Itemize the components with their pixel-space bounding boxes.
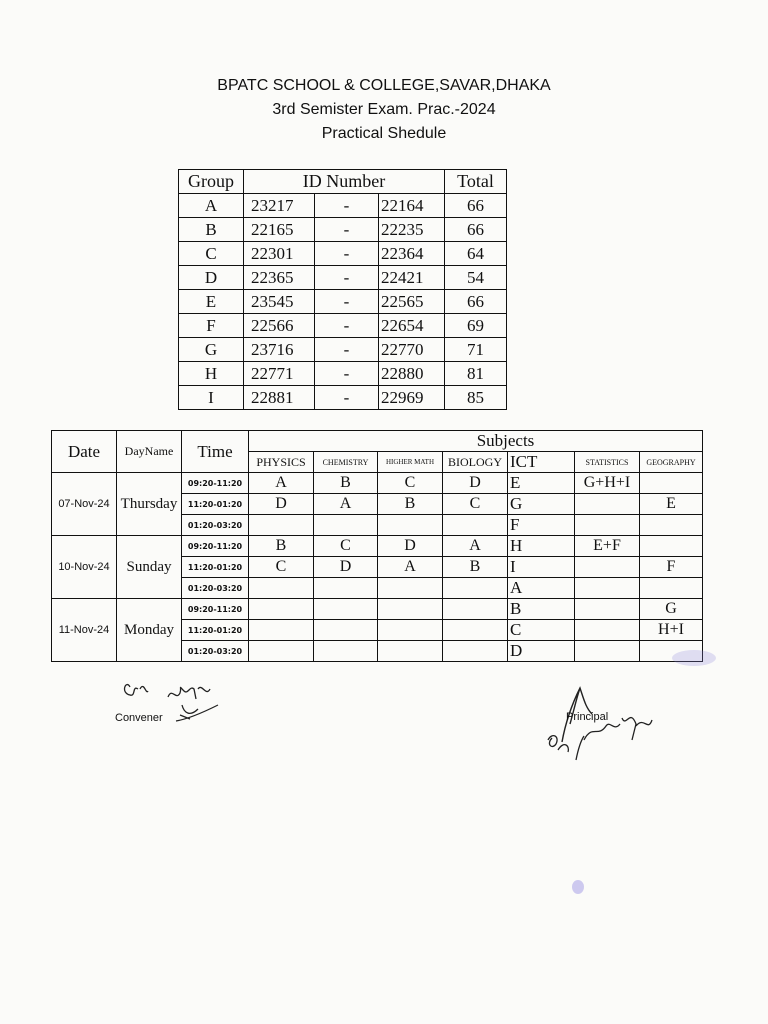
- total-cell: 71: [445, 338, 507, 362]
- header-physics: PHYSICS: [249, 452, 314, 473]
- geography-group-cell: G: [640, 599, 703, 620]
- schedule-row: [52, 536, 703, 557]
- group-cell: H: [179, 362, 244, 386]
- id-separator-cell: -: [315, 218, 379, 242]
- id-from-cell: 22165: [244, 218, 315, 242]
- chemistry-group-cell: B: [314, 473, 378, 494]
- physics-group-cell: [249, 641, 314, 662]
- biology-group-cell: A: [443, 536, 508, 557]
- statistics-group-cell: [575, 494, 640, 515]
- date-cell: 11-Nov-24: [52, 599, 117, 662]
- header-geography: GEOGRAPHY: [640, 452, 703, 473]
- time-slot-cell: 11:20-01:20: [182, 620, 249, 641]
- ink-smudge: [672, 650, 716, 666]
- header-statistics: STATISTICS: [575, 452, 640, 473]
- total-cell: 54: [445, 266, 507, 290]
- statistics-group-cell: [575, 578, 640, 599]
- higher-math-group-cell: B: [378, 494, 443, 515]
- id-from-cell: 23716: [244, 338, 315, 362]
- header-dayname: DayName: [117, 431, 182, 473]
- total-cell: 66: [445, 194, 507, 218]
- principal-label: Principal: [566, 711, 609, 723]
- group-cell: E: [179, 290, 244, 314]
- physics-group-cell: D: [249, 494, 314, 515]
- physics-group-cell: [249, 620, 314, 641]
- chemistry-group-cell: C: [314, 536, 378, 557]
- id-separator-cell: -: [315, 290, 379, 314]
- group-cell: A: [179, 194, 244, 218]
- time-slot-cell: 09:20-11:20: [182, 473, 249, 494]
- ict-group-cell: H: [508, 536, 575, 557]
- id-to-cell: 22235: [379, 218, 445, 242]
- group-row: [179, 386, 507, 410]
- chemistry-group-cell: [314, 578, 378, 599]
- id-from-cell: 22881: [244, 386, 315, 410]
- group-cell: I: [179, 386, 244, 410]
- geography-group-cell: [640, 515, 703, 536]
- id-separator-cell: -: [315, 362, 379, 386]
- ict-group-cell: I: [508, 557, 575, 578]
- id-to-cell: 22654: [379, 314, 445, 338]
- ict-group-cell: D: [508, 641, 575, 662]
- id-from-cell: 22365: [244, 266, 315, 290]
- higher-math-group-cell: [378, 599, 443, 620]
- total-cell: 85: [445, 386, 507, 410]
- id-separator-cell: -: [315, 338, 379, 362]
- higher-math-group-cell: D: [378, 536, 443, 557]
- ict-group-cell: G: [508, 494, 575, 515]
- time-slot-cell: 01:20-03:20: [182, 515, 249, 536]
- group-cell: B: [179, 218, 244, 242]
- id-from-cell: 22566: [244, 314, 315, 338]
- header-higher-math: HIGHER MATH: [378, 452, 443, 473]
- physics-group-cell: C: [249, 557, 314, 578]
- date-cell: 07-Nov-24: [52, 473, 117, 536]
- id-separator-cell: -: [315, 266, 379, 290]
- chemistry-group-cell: [314, 599, 378, 620]
- date-cell: 10-Nov-24: [52, 536, 117, 599]
- dayname-cell: Monday: [117, 599, 182, 662]
- time-slot-cell: 09:20-11:20: [182, 536, 249, 557]
- total-cell: 66: [445, 218, 507, 242]
- physics-group-cell: [249, 515, 314, 536]
- school-name: BPATC SCHOOL & COLLEGE,SAVAR,DHAKA: [217, 77, 551, 94]
- header-subjects: Subjects: [249, 431, 703, 452]
- header-date: Date: [52, 431, 117, 473]
- time-slot-cell: 09:20-11:20: [182, 599, 249, 620]
- total-cell: 81: [445, 362, 507, 386]
- id-to-cell: 22770: [379, 338, 445, 362]
- group-row: [179, 290, 507, 314]
- ict-group-cell: A: [508, 578, 575, 599]
- physics-group-cell: A: [249, 473, 314, 494]
- header-ict: ICT: [508, 452, 575, 473]
- biology-group-cell: [443, 578, 508, 599]
- higher-math-group-cell: [378, 515, 443, 536]
- schedule-row: [52, 473, 703, 494]
- group-cell: D: [179, 266, 244, 290]
- time-slot-cell: 11:20-01:20: [182, 557, 249, 578]
- statistics-group-cell: [575, 515, 640, 536]
- biology-group-cell: D: [443, 473, 508, 494]
- document-title: Practical Shedule: [321, 125, 447, 142]
- group-table-header: [179, 170, 507, 194]
- geography-group-cell: [640, 578, 703, 599]
- group-row: [179, 314, 507, 338]
- dayname-cell: Sunday: [117, 536, 182, 599]
- id-from-cell: 22301: [244, 242, 315, 266]
- id-to-cell: 22164: [379, 194, 445, 218]
- header-id-number: ID Number: [244, 170, 445, 194]
- group-row: [179, 338, 507, 362]
- id-to-cell: 22565: [379, 290, 445, 314]
- statistics-group-cell: [575, 641, 640, 662]
- time-slot-cell: 11:20-01:20: [182, 494, 249, 515]
- higher-math-group-cell: A: [378, 557, 443, 578]
- time-slot-cell: 01:20-03:20: [182, 578, 249, 599]
- higher-math-group-cell: [378, 641, 443, 662]
- id-to-cell: 22969: [379, 386, 445, 410]
- total-cell: 64: [445, 242, 507, 266]
- ink-smudge: [572, 880, 584, 894]
- total-cell: 66: [445, 290, 507, 314]
- id-separator-cell: -: [315, 386, 379, 410]
- biology-group-cell: [443, 599, 508, 620]
- convener-label: Convener: [115, 712, 163, 724]
- header-total: Total: [445, 170, 507, 194]
- group-row: [179, 218, 507, 242]
- schedule-header-row-1: [52, 431, 703, 452]
- geography-group-cell: [640, 473, 703, 494]
- higher-math-group-cell: C: [378, 473, 443, 494]
- higher-math-group-cell: [378, 578, 443, 599]
- id-from-cell: 22771: [244, 362, 315, 386]
- group-row: [179, 266, 507, 290]
- group-row: [179, 362, 507, 386]
- header-time: Time: [182, 431, 249, 473]
- geography-group-cell: [640, 536, 703, 557]
- chemistry-group-cell: D: [314, 557, 378, 578]
- statistics-group-cell: [575, 557, 640, 578]
- physics-group-cell: [249, 599, 314, 620]
- id-to-cell: 22421: [379, 266, 445, 290]
- document-header: [0, 74, 768, 146]
- biology-group-cell: B: [443, 557, 508, 578]
- dayname-cell: Thursday: [117, 473, 182, 536]
- group-id-table: [178, 169, 507, 410]
- id-to-cell: 22364: [379, 242, 445, 266]
- group-row: [179, 242, 507, 266]
- ict-group-cell: C: [508, 620, 575, 641]
- chemistry-group-cell: [314, 515, 378, 536]
- statistics-group-cell: [575, 620, 640, 641]
- id-separator-cell: -: [315, 194, 379, 218]
- header-biology: BIOLOGY: [443, 452, 508, 473]
- group-cell: C: [179, 242, 244, 266]
- id-separator-cell: -: [315, 314, 379, 338]
- group-cell: F: [179, 314, 244, 338]
- chemistry-group-cell: A: [314, 494, 378, 515]
- biology-group-cell: [443, 641, 508, 662]
- id-to-cell: 22880: [379, 362, 445, 386]
- ict-group-cell: E: [508, 473, 575, 494]
- schedule-row: [52, 599, 703, 620]
- geography-group-cell: E: [640, 494, 703, 515]
- exam-name: 3rd Semister Exam. Prac.-2024: [272, 101, 496, 118]
- header-group: Group: [179, 170, 244, 194]
- statistics-group-cell: [575, 599, 640, 620]
- biology-group-cell: [443, 620, 508, 641]
- geography-group-cell: F: [640, 557, 703, 578]
- higher-math-group-cell: [378, 620, 443, 641]
- id-from-cell: 23545: [244, 290, 315, 314]
- group-row: [179, 194, 507, 218]
- chemistry-group-cell: [314, 620, 378, 641]
- id-from-cell: 23217: [244, 194, 315, 218]
- statistics-group-cell: G+H+I: [575, 473, 640, 494]
- statistics-group-cell: E+F: [575, 536, 640, 557]
- total-cell: 69: [445, 314, 507, 338]
- geography-group-cell: H+I: [640, 620, 703, 641]
- physics-group-cell: [249, 578, 314, 599]
- group-cell: G: [179, 338, 244, 362]
- time-slot-cell: 01:20-03:20: [182, 641, 249, 662]
- biology-group-cell: [443, 515, 508, 536]
- ict-group-cell: B: [508, 599, 575, 620]
- biology-group-cell: C: [443, 494, 508, 515]
- ict-group-cell: F: [508, 515, 575, 536]
- header-chemistry: CHEMISTRY: [314, 452, 378, 473]
- schedule-table: [51, 430, 703, 662]
- principal-signature: [540, 680, 680, 770]
- id-separator-cell: -: [315, 242, 379, 266]
- chemistry-group-cell: [314, 641, 378, 662]
- physics-group-cell: B: [249, 536, 314, 557]
